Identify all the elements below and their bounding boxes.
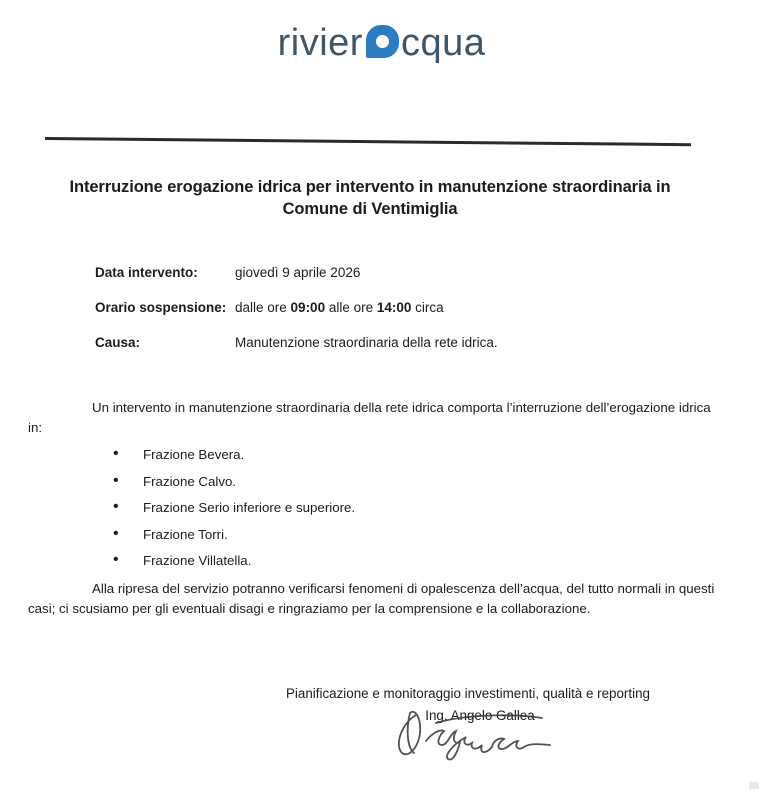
time-value-pre: dalle ore xyxy=(235,300,291,315)
time-start: 09:00 xyxy=(290,300,326,315)
cause-value: Manutenzione straordinaria della rete idrica. xyxy=(235,335,498,350)
info-row-time xyxy=(95,299,703,316)
water-drop-counter xyxy=(376,35,389,48)
date-label: Data intervento: xyxy=(95,265,198,280)
logo-text-cqua: cqua xyxy=(400,22,486,64)
company-logo xyxy=(0,22,763,65)
list-item: • Frazione Torri. xyxy=(113,527,355,543)
cause-label: Causa: xyxy=(95,335,141,350)
signer-name: Ing. Angelo Gallea xyxy=(425,708,535,724)
handwritten-signature xyxy=(392,701,570,763)
scan-artifact xyxy=(749,782,759,789)
time-end: 14:00 xyxy=(376,300,412,315)
time-label: Orario sospensione: xyxy=(95,300,227,315)
time-value xyxy=(235,299,444,316)
list-item: • Frazione Villatella. xyxy=(113,553,355,569)
info-row-date xyxy=(95,264,703,281)
intervention-details xyxy=(95,264,703,369)
time-value-post: circa xyxy=(411,300,444,315)
document-title: Interruzione erogazione idrica per intervento in manutenzione straordinaria in Comune di Ventimiglia xyxy=(69,178,671,219)
intro-paragraph: Un intervento in manutenzione straordinaria della rete idrica comporta l’interruzione dell’erogazione idrica in: xyxy=(28,400,711,435)
list-item: • Frazione Calvo. xyxy=(113,474,355,490)
list-item: • Frazione Bevera. xyxy=(113,447,355,463)
info-row-cause xyxy=(95,334,703,351)
closing-paragraph: Alla ripresa del servizio potranno verificarsi fenomeni di opalescenza dell’acqua, del tutto normali in questi casi; ci scusiamo per gli eventuali disagi e ringraziamo per la comprensione e la collaborazione. xyxy=(28,581,715,616)
date-value: giovedì 9 aprile 2026 xyxy=(235,265,361,280)
water-drop-icon xyxy=(366,25,399,58)
time-value-mid: alle ore xyxy=(325,300,377,315)
horizontal-rule xyxy=(45,137,691,146)
affected-areas-list xyxy=(113,447,355,580)
list-item: • Frazione Serio inferiore e superiore. xyxy=(113,500,355,516)
signature-department: Pianificazione e monitoraggio investimenti, qualità e reporting xyxy=(286,686,650,701)
logo-text-rivier: rivier xyxy=(277,22,363,64)
